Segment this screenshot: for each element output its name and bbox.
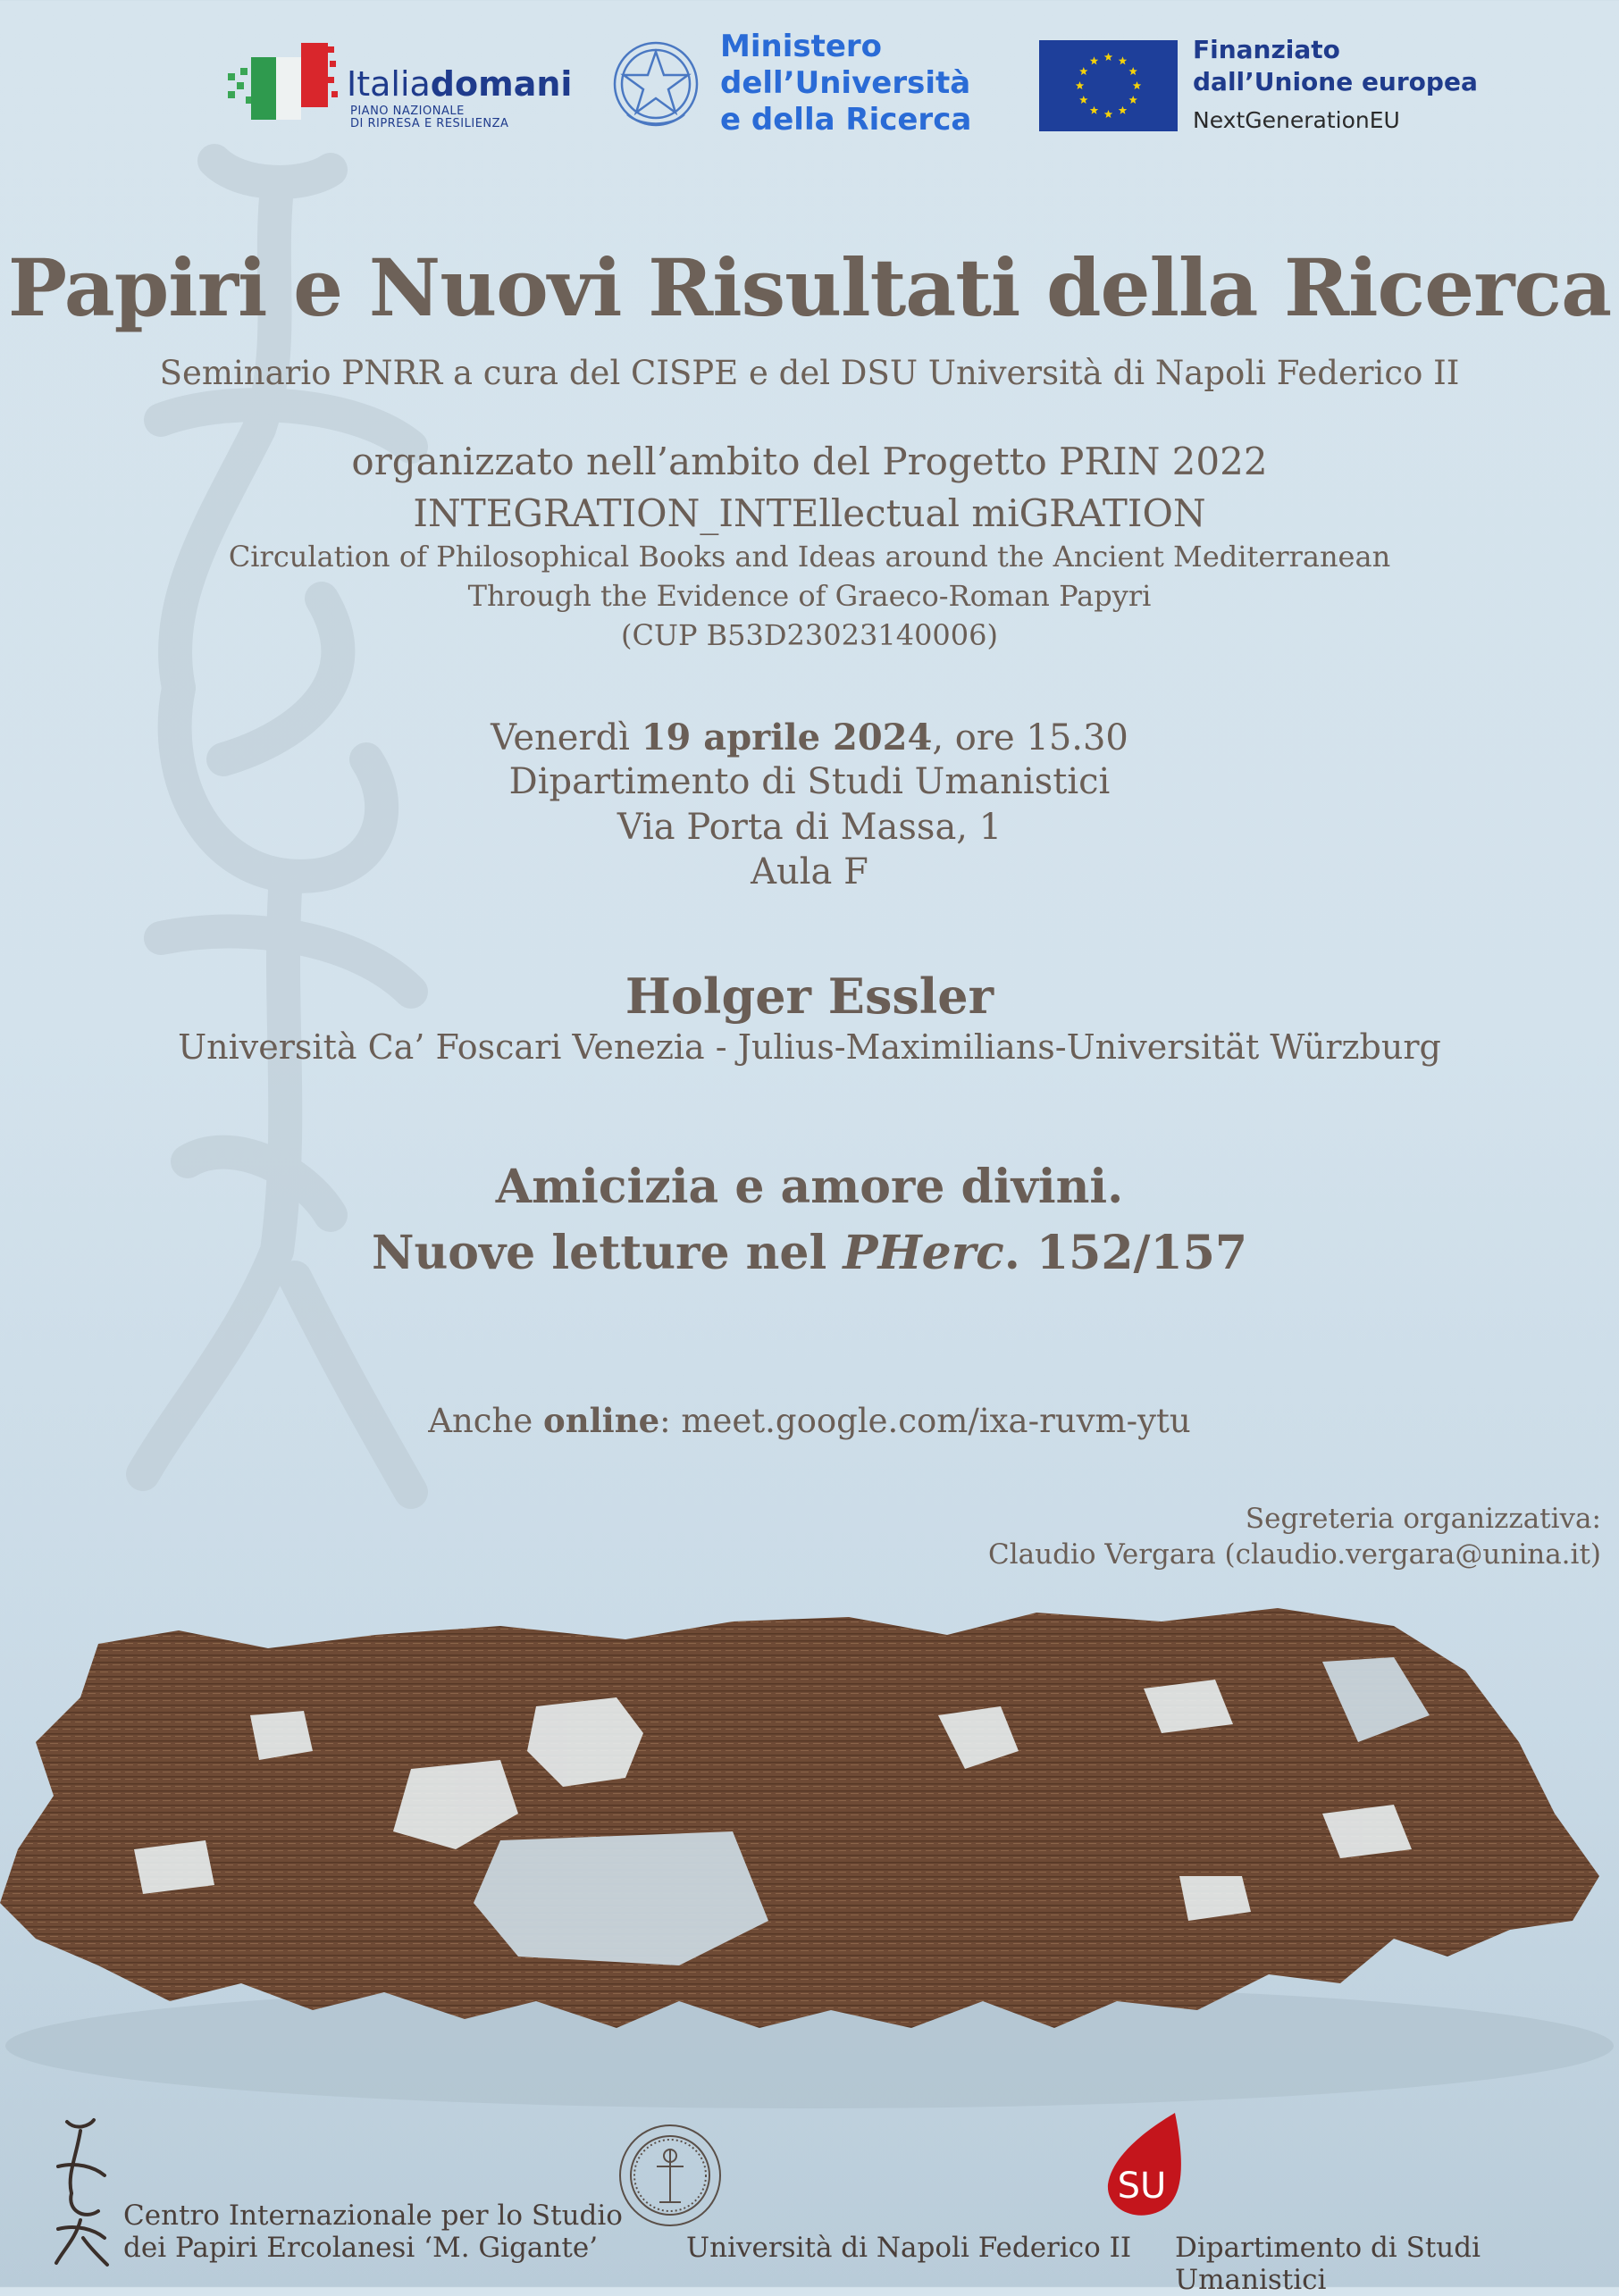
talk-title-line2: Nuove letture nel PHerc. 152/157 [371,1226,1248,1280]
page-subtitle: Seminario PNRR a cura del CISPE e del DSU Università di Napoli Federico II [159,354,1460,392]
unina-seal-icon [617,2122,724,2229]
dsu-logo-text: SU [1117,2166,1167,2207]
next-generation-eu: NextGenerationEU [1193,107,1400,133]
event-address: Via Porta di Massa, 1 [617,807,1002,848]
dsu-logo-icon [1099,2108,1197,2225]
page-title: Papiri e Nuovi Risultati della Ricerca [7,241,1612,334]
speaker-name: Holger Essler [625,968,994,1025]
project-name: INTEGRATION_INTEllectual miGRATION [413,491,1206,535]
secretariat-label: Segreteria organizzativa: [1245,1503,1601,1535]
cispe-logo-icon [49,2113,112,2269]
secretariat-contact: Claudio Vergara (claudio.vergara@unina.it) [987,1538,1601,1571]
event-department: Dipartimento di Studi Umanistici [508,761,1111,802]
speaker-affiliation: Università Ca’ Foscari Venezia - Julius-Maximilians-Universität Würzburg [178,1027,1441,1067]
cispe-name-2: dei Papiri Ercolanesi ‘M. Gigante’ [123,2232,599,2264]
cispe-name-1: Centro Internazionale per lo Studio [123,2200,623,2232]
eu-funding-label: Finanziato dall’Unione europea [1193,35,1478,96]
online-link[interactable]: Anche online: meet.google.com/ixa-ruvm-ytu [428,1401,1191,1440]
italiadomani-logo-icon [228,38,340,127]
italiadomani-name: Italiadomani [347,64,573,104]
mur-name: Ministero dell’Università e della Ricerca [720,29,972,138]
dsu-name: Dipartimento di Studi Umanistici [1175,2232,1481,2296]
italian-republic-emblem-icon [609,34,702,134]
event-room: Aula F [751,851,868,892]
eu-flag-icon [1039,40,1178,131]
event-date: Venerdì 19 aprile 2024, ore 15.30 [491,716,1128,758]
unina-name: Università di Napoli Federico II [686,2232,1132,2264]
papyrus-photo [0,1581,1619,2108]
project-description-2: Through the Evidence of Graeco-Roman Papyri [467,579,1152,613]
talk-title-line1: Amicizia e amore divini. [495,1160,1124,1214]
project-description-1: Circulation of Philosophical Books and Ideas around the Ancient Mediterranean [228,540,1391,574]
project-cup: (CUP B53D23023140006) [621,618,998,652]
italiadomani-subtitle: PIANO NAZIONALE DI RIPRESA E RESILIENZA [350,105,509,130]
project-intro: organizzato nell’ambito del Progetto PRIN 2022 [351,440,1268,483]
